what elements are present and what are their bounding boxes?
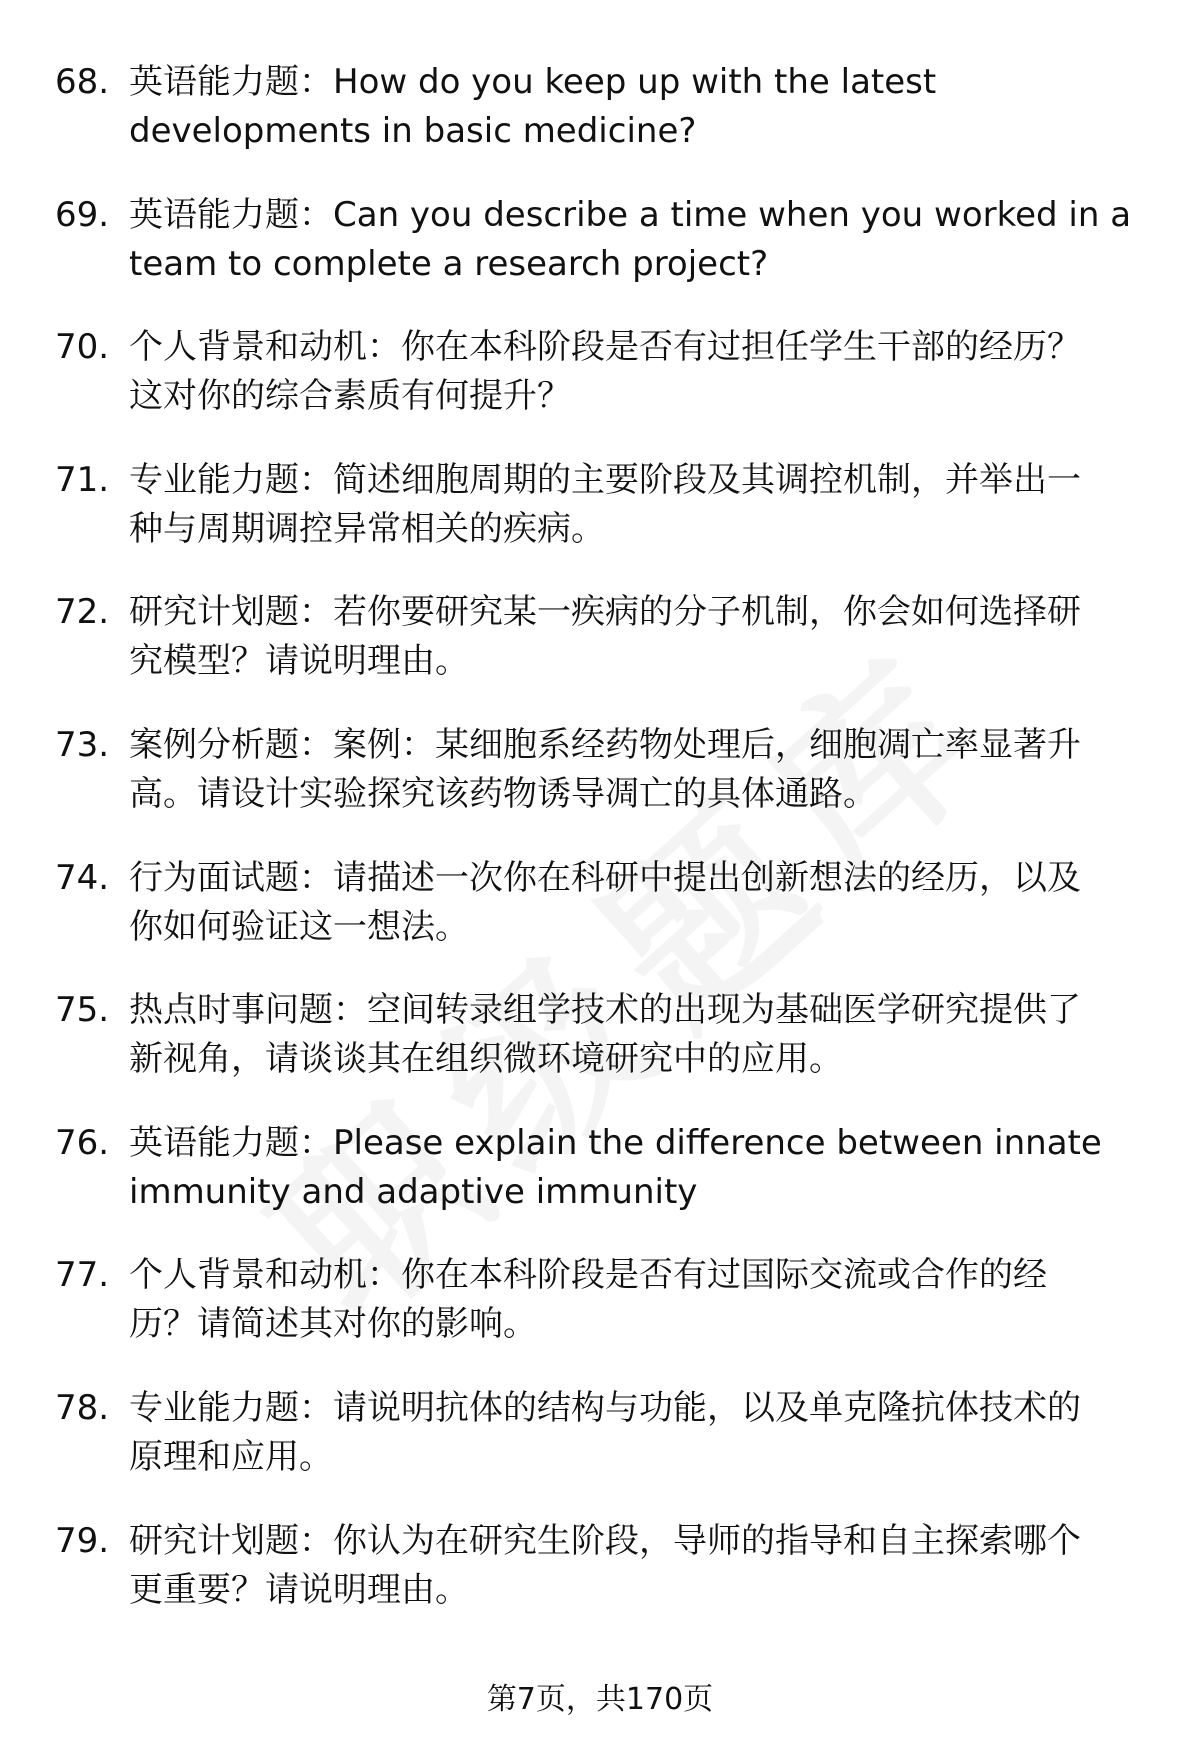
question-list <box>55 58 1165 1649</box>
question-text: 英语能力题：How do you keep up with the latest developments in basic medicine? <box>129 62 937 151</box>
question-number: 73. <box>55 724 110 765</box>
question-number: 70. <box>55 327 110 368</box>
question-item <box>55 986 1165 1119</box>
question-text: 研究计划题：若你要研究某一疾病的分子机制，你会如何选择研 究模型？请说明理由。 <box>129 592 1081 682</box>
question-text: 研究计划题：你认为在研究生阶段，导师的指导和自主探索哪个 更重要？请说明理由。 <box>129 1520 1081 1610</box>
question-number: 71. <box>55 459 110 500</box>
question-item <box>55 58 1165 191</box>
question-text: 案例分析题：案例：某细胞系经药物处理后，细胞凋亡率显著升 高。请设计实验探究该药物诱导凋亡的具体通路。 <box>129 724 1081 814</box>
page-footer: 第7页，共170页 <box>486 1682 714 1717</box>
question-number: 72. <box>55 592 110 633</box>
question-text: 热点时事问题：空间转录组学技术的出现为基础医学研究提供了 新视角，请谈谈其在组织微环境研究中的应用。 <box>129 990 1081 1080</box>
question-item <box>55 1384 1165 1517</box>
question-number: 69. <box>55 194 110 235</box>
question-number: 68. <box>55 62 110 102</box>
question-number: 74. <box>55 857 110 898</box>
question-text: 专业能力题：简述细胞周期的主要阶段及其调控机制，并举出一 种与周期调控异常相关的疾病。 <box>129 459 1081 549</box>
question-number: 77. <box>55 1255 110 1296</box>
question-number: 76. <box>55 1122 110 1163</box>
question-text: 个人背景和动机：你在本科阶段是否有过国际交流或合作的经 历？请简述其对你的影响。 <box>129 1255 1047 1345</box>
question-item <box>55 1119 1165 1252</box>
question-item <box>55 456 1165 589</box>
question-text: 英语能力题：Please explain the difference between innate immunity and adaptive immunity <box>129 1122 1102 1212</box>
question-text: 英语能力题：Can you describe a time when you worked in a team to complete a research project? <box>129 194 1132 284</box>
question-item <box>55 1251 1165 1384</box>
question-text: 行为面试题：请描述一次你在科研中提出创新想法的经历，以及 你如何验证这一想法。 <box>129 857 1081 947</box>
question-number: 78. <box>55 1387 110 1428</box>
question-number: 75. <box>55 990 110 1031</box>
question-item <box>55 854 1165 987</box>
question-item <box>55 588 1165 721</box>
question-number: 79. <box>55 1520 110 1561</box>
question-item <box>55 1517 1165 1650</box>
question-item <box>55 721 1165 854</box>
question-text: 专业能力题：请说明抗体的结构与功能，以及单克隆抗体技术的 原理和应用。 <box>129 1387 1081 1477</box>
question-text: 个人背景和动机：你在本科阶段是否有过担任学生干部的经历？ 这对你的综合素质有何提升？ <box>129 327 1081 417</box>
question-item <box>55 323 1165 456</box>
question-item <box>55 191 1165 324</box>
